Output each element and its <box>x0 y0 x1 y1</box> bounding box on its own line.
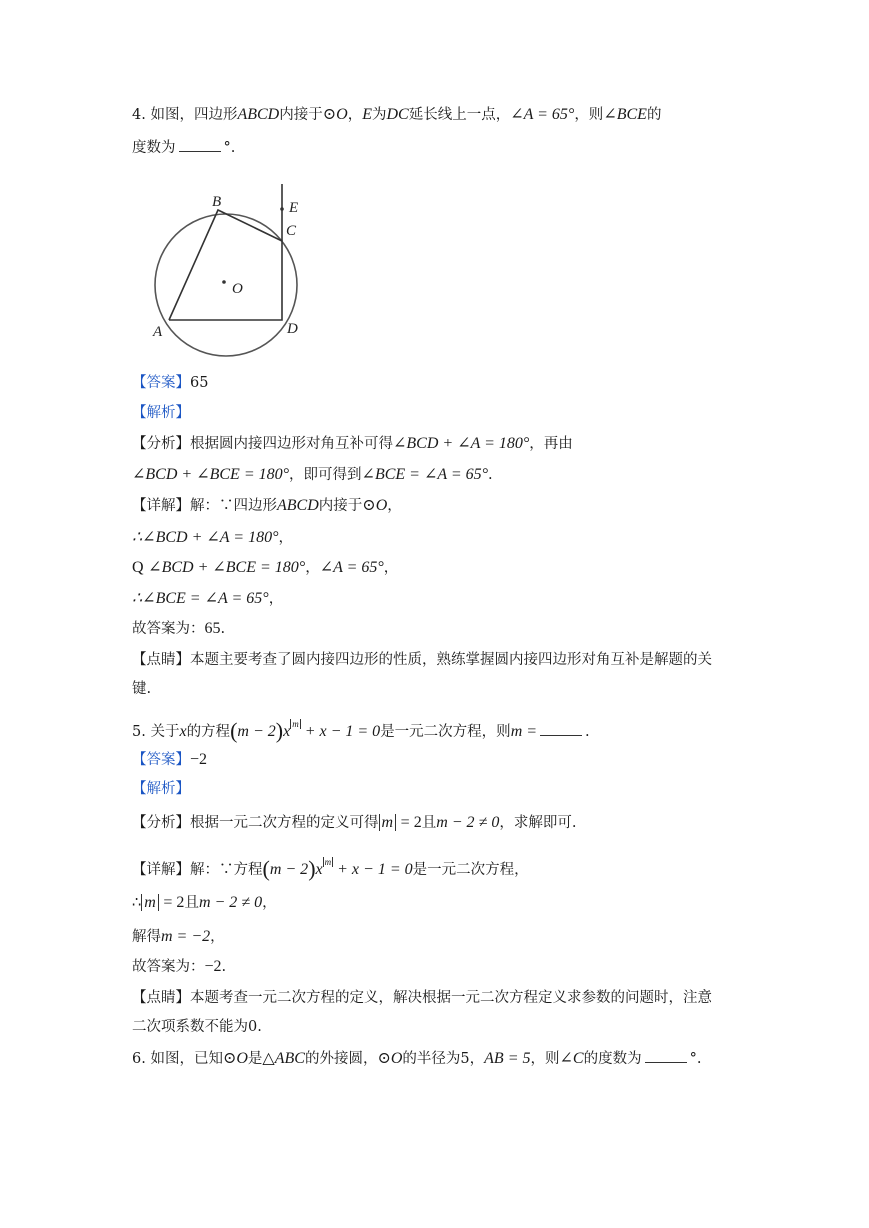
text: 故答案为： <box>132 621 205 637</box>
a4-fenxi-line2 <box>132 465 493 485</box>
a5-step1 <box>132 893 277 913</box>
a4-detail-line1 <box>132 496 402 516</box>
math-expr: m − 2 ≠ 0 <box>198 894 263 911</box>
q4-text: 延长线上一点， <box>408 107 511 123</box>
text: 的半径为5， <box>402 1051 485 1067</box>
comment-tag: 【点睛】 <box>132 990 190 1006</box>
math-expr: ∠BCE = ∠A = 65° <box>361 466 489 483</box>
text: ，则 <box>530 1051 560 1067</box>
analysis-tag: 【解析】 <box>132 405 190 421</box>
math-DC: DC <box>386 106 409 123</box>
math-expr: ∠BCD + ∠BCE = 180° <box>148 559 306 576</box>
text: 且 <box>184 895 199 911</box>
a4-fenxi-line1 <box>132 434 573 454</box>
label-A: A <box>153 324 163 340</box>
math-circle-O: ⊙O <box>222 1050 248 1067</box>
text: ， <box>278 530 293 546</box>
q4-text: 如图，四边形 <box>150 107 238 123</box>
q4-number: 4. <box>132 107 146 123</box>
final-answer: 65 <box>204 620 221 637</box>
circle-O <box>155 214 297 356</box>
text: . <box>221 959 227 975</box>
a4-step3 <box>132 589 283 609</box>
text: 的外接圆， <box>304 1051 378 1067</box>
text: 根据圆内接四边形对角互补可得 <box>190 436 393 452</box>
label-D: D <box>287 321 298 337</box>
text: 如图，已知 <box>150 1051 223 1067</box>
text: 根据一元二次方程的定义可得 <box>190 815 379 831</box>
math-expr: m − 2 ≠ 0 <box>436 814 500 831</box>
answer-blank <box>540 721 582 736</box>
text: ，即可得到 <box>289 467 362 483</box>
math-expr: ∠A = 65° <box>319 559 384 576</box>
q4-line1 <box>132 105 661 125</box>
text: . <box>488 467 493 483</box>
a4-comment-line1 <box>132 650 712 670</box>
math-expr: m = <box>510 723 538 740</box>
math-expr: ∴∠BCE = ∠A = 65° <box>132 590 269 607</box>
fenxi-tag: 【分析】 <box>132 815 190 831</box>
a4-step2 <box>132 558 398 578</box>
math-expr: m = −2 <box>161 928 211 945</box>
answer-blank <box>179 137 221 152</box>
math-expr: ∴∠BCD + ∠A = 180° <box>132 529 279 546</box>
a5-step2 <box>132 927 225 947</box>
a5-comment-line2 <box>132 1017 262 1037</box>
text: 是一元二次方程，则 <box>380 724 511 740</box>
math-ABCD: ABCD <box>237 106 280 123</box>
a5-jiexi <box>132 779 190 799</box>
a4-step1 <box>132 528 293 548</box>
math-expr: ABCD <box>277 497 319 514</box>
point-O <box>222 280 226 284</box>
text: 二次项系数不能为0. <box>132 1019 262 1035</box>
text: °. <box>689 1051 702 1067</box>
text: ，求解即可. <box>499 815 577 831</box>
text: m <box>324 857 332 867</box>
text: + x − 1 = 0 <box>304 723 381 740</box>
answer-value: 65 <box>190 375 209 391</box>
answer-tag: 【答案】 <box>132 375 190 391</box>
math-circle-O: ⊙O <box>377 1050 403 1067</box>
a4-jiexi <box>132 403 190 423</box>
math-expr: ∠BCD + ∠BCE = 180° <box>132 466 290 483</box>
math-expr: ∠BCD + ∠A = 180° <box>393 435 530 452</box>
answer-value: −2 <box>190 751 208 768</box>
geometry-figure <box>140 178 330 358</box>
text: ， <box>262 895 277 911</box>
text: 解：∵四边形 <box>190 498 277 514</box>
label-O: O <box>232 281 243 297</box>
label-E: E <box>289 200 299 216</box>
text: 是 <box>247 1051 263 1067</box>
label-C: C <box>286 223 297 239</box>
final-answer: −2 <box>204 958 222 975</box>
fenxi-tag: 【分析】 <box>132 436 190 452</box>
a5-final <box>132 957 226 977</box>
text: 解得 <box>132 929 161 945</box>
text: = 2 <box>400 814 422 831</box>
equation: (m − 2)x $^m$ + x − 1 = 0 <box>262 856 413 881</box>
q6-number: 6. <box>132 1051 146 1067</box>
math-abs: m <box>141 894 159 911</box>
text: + x − 1 = 0 <box>337 861 413 878</box>
q5-number: 5. <box>132 724 146 740</box>
text: ， <box>268 591 284 607</box>
answer-tag: 【答案】 <box>132 752 190 768</box>
a5-comment-line1 <box>132 988 712 1008</box>
a4-comment-line2 <box>132 679 151 699</box>
a5-detail <box>132 852 529 880</box>
answer-blank <box>645 1048 687 1063</box>
text: 本题考查一元二次方程的定义，解决根据一元二次方程定义求参数的问题时，注意 <box>190 990 712 1006</box>
equation: (m − 2)x $^m$ + x − 1 = 0 <box>230 718 381 743</box>
text: 且 <box>421 815 437 831</box>
math-E: E <box>362 106 372 123</box>
math-angle-A: ∠A = 65° <box>510 106 575 123</box>
math-abs: m <box>379 814 397 831</box>
a5-fenxi <box>132 813 576 833</box>
math-angle-BCE: ∠BCE <box>603 106 647 123</box>
a4-answer <box>132 373 208 393</box>
text: m − 2 <box>237 723 276 740</box>
q4-line2 <box>132 137 235 158</box>
text: 本题主要考查了圆内接四边形的性质，熟练掌握圆内接四边形对角互补是解题的关 <box>190 652 712 668</box>
math-angle-C: ∠C <box>559 1050 584 1067</box>
text: 的方程 <box>186 724 231 740</box>
math-expr: ⊙O <box>362 497 388 514</box>
q4-text: 为 <box>371 107 387 123</box>
text: 内接于 <box>318 498 363 514</box>
comment-tag: 【点睛】 <box>132 652 190 668</box>
q4-text: ，则 <box>574 107 604 123</box>
a4-final <box>132 619 225 639</box>
because-symbol: Q <box>132 559 144 576</box>
math-triangle: △ABC <box>262 1050 305 1067</box>
text: 是一元二次方程， <box>412 862 529 878</box>
text: 关于 <box>150 724 180 740</box>
q4-text: ， <box>347 107 363 123</box>
q4-text: 的 <box>646 107 662 123</box>
text: 的度数为 <box>583 1051 642 1067</box>
text: x <box>315 861 323 878</box>
text: = 2 <box>163 894 185 911</box>
q4-text: °. <box>223 140 236 156</box>
text: ， <box>383 560 399 576</box>
text: m <box>292 719 299 729</box>
text: ， <box>387 498 402 514</box>
text: m − 2 <box>269 861 309 878</box>
text: 故答案为： <box>132 959 205 975</box>
text: ， <box>210 929 225 945</box>
detail-tag: 【详解】 <box>132 498 190 514</box>
text: 解：∵方程 <box>190 862 263 878</box>
math-circle-O: ⊙O <box>322 106 348 123</box>
point-E <box>280 207 284 211</box>
q6-line1 <box>132 1048 701 1069</box>
a5-answer <box>132 750 207 770</box>
label-B: B <box>212 194 222 210</box>
text: ，再由 <box>529 436 573 452</box>
math-x: x <box>179 723 187 740</box>
analysis-tag: 【解析】 <box>132 781 190 797</box>
q4-text: 内接于 <box>279 107 323 123</box>
text: . <box>585 724 590 740</box>
text: ∴ <box>132 895 142 911</box>
q4-text: 度数为 <box>132 140 176 156</box>
detail-tag: 【详解】 <box>132 862 190 878</box>
text: x <box>283 723 291 740</box>
text: . <box>220 621 226 637</box>
math-expr: AB = 5 <box>484 1050 531 1067</box>
text: ， <box>305 560 320 576</box>
text: 键. <box>132 681 152 697</box>
q5-line1 <box>132 714 590 742</box>
